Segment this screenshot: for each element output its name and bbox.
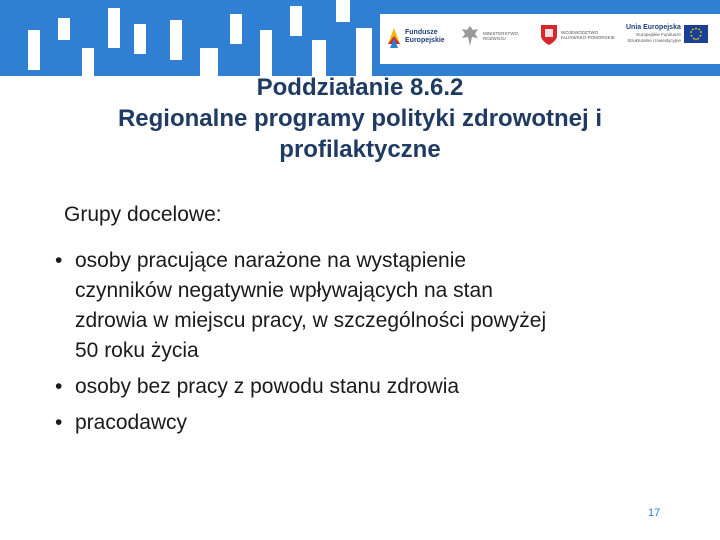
region-crest-icon	[540, 24, 558, 46]
header-pattern-square	[312, 40, 326, 76]
bullet-dot-icon: •	[55, 249, 63, 272]
fundusze-logo-text: Fundusze Europejskie	[405, 29, 445, 44]
bullet-dot-icon: •	[55, 411, 63, 434]
eagle-emblem-icon	[460, 24, 480, 48]
fundusze-logo	[386, 24, 445, 50]
region-logo-text: WOJEWÓDZTWO KUJAWSKO-POMORSKIE	[561, 29, 615, 40]
eu-logo-title: Unia Europejska	[626, 24, 681, 31]
header-pattern-square	[170, 20, 182, 60]
list-item-line: zdrowia w miejscu pracy, w szczególności powyżej	[75, 309, 547, 332]
slide-title-line: profilaktyczne	[279, 136, 441, 163]
eu-flag-icon	[684, 25, 708, 43]
fundusze-star-icon	[386, 24, 402, 50]
list-item-line: czynników negatywnie wpływających na stan	[75, 279, 493, 302]
header-pattern-square	[356, 28, 372, 76]
list-item	[55, 408, 675, 438]
page-number: 17	[648, 507, 661, 519]
list-item-line: osoby bez pracy z powodu stanu zdrowia	[75, 375, 460, 398]
list-item-line: osoby pracujące narażone na wystąpienie	[75, 249, 467, 272]
header-pattern-square	[108, 8, 120, 48]
list-item	[55, 372, 675, 402]
header-pattern-square	[58, 18, 70, 40]
header-pattern-square	[260, 30, 272, 76]
header-pattern-square	[134, 24, 146, 54]
header-pattern-square	[28, 30, 40, 70]
slide-title-line: Poddziałanie 8.6.2	[256, 74, 464, 101]
eu-logo	[626, 24, 708, 43]
list-item-line: pracodawcy	[75, 411, 188, 434]
header-pattern-square	[336, 0, 350, 22]
logo-bar	[380, 14, 720, 64]
region-logo	[540, 24, 615, 46]
target-groups-heading: Grupy docelowe:	[64, 203, 222, 226]
ministry-logo-text: MINISTERSTWO ROZWOJU	[483, 30, 518, 41]
bullet-dot-icon: •	[55, 375, 63, 398]
header-pattern-square	[290, 6, 302, 36]
target-groups-list	[55, 246, 675, 444]
list-item	[55, 246, 675, 366]
header-pattern-square	[230, 14, 242, 44]
slide-title	[0, 72, 720, 165]
list-item-line: 50 roku życia	[75, 339, 199, 362]
ministry-logo	[460, 24, 518, 48]
eu-logo-subtitle: Europejskie Fundusze Strukturalne i Inwestycyjne	[627, 32, 681, 43]
slide-title-line: Regionalne programy polityki zdrowotnej i	[117, 105, 603, 132]
